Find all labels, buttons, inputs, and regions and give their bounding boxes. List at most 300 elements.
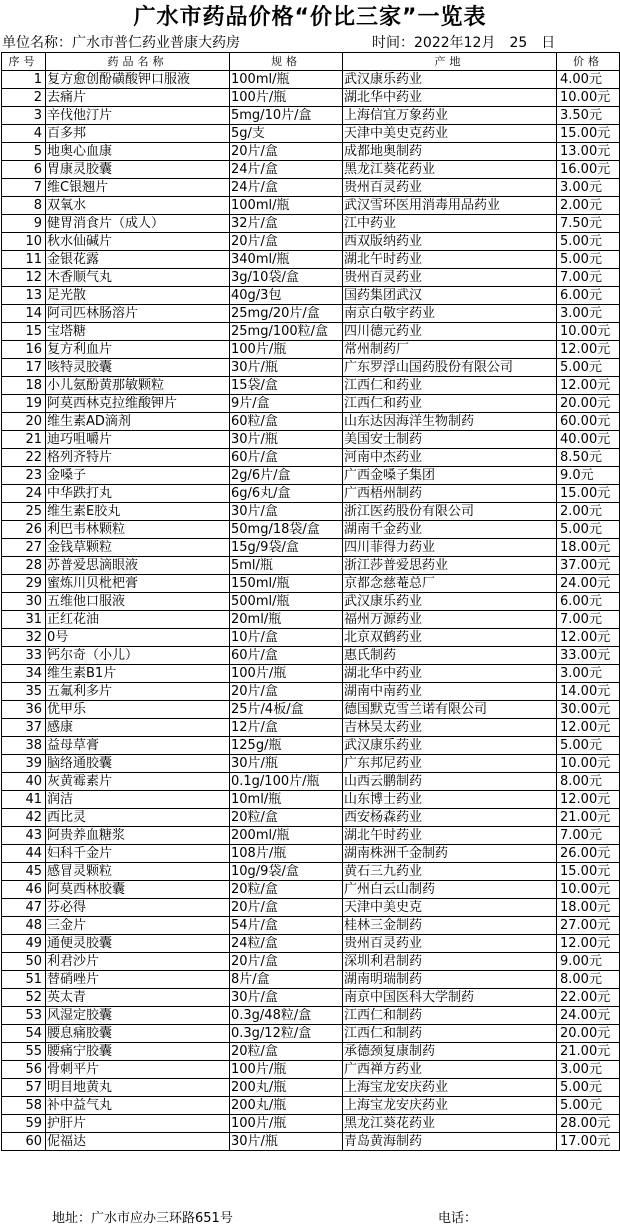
table-row xyxy=(2,665,620,683)
drug-name-cell: 腰息痛胶囊 xyxy=(46,1025,230,1043)
drug-name-cell: 灰黄霉素片 xyxy=(46,773,230,791)
drug-name-cell: 阿莫西林胶囊 xyxy=(46,881,230,899)
drug-name-cell: 英太青 xyxy=(46,989,230,1007)
origin-cell: 湖南明瑞制药 xyxy=(343,971,557,989)
row-no-cell: 1 xyxy=(2,71,46,89)
origin-cell: 武汉康乐药业 xyxy=(343,593,557,611)
spec-cell: 100片/瓶 xyxy=(230,341,343,359)
spec-cell: 30片/盒 xyxy=(230,989,343,1007)
row-no-cell: 22 xyxy=(2,449,46,467)
drug-name-cell: 复方愈创酚磺酸钾口服液 xyxy=(46,71,230,89)
spec-cell: 50mg/18袋/盒 xyxy=(230,521,343,539)
price-cell: 24.00元 xyxy=(557,1007,620,1025)
row-no-cell: 29 xyxy=(2,575,46,593)
drug-name-cell: 钙尔奇（小儿） xyxy=(46,647,230,665)
origin-cell: 武汉雪环医用消毒用品药业 xyxy=(343,197,557,215)
drug-name-cell: 妇科千金片 xyxy=(46,845,230,863)
table-row xyxy=(2,143,620,161)
table-row xyxy=(2,485,620,503)
table-row xyxy=(2,719,620,737)
spec-cell: 5mg/10片/盒 xyxy=(230,107,343,125)
spec-cell: 20粒/盒 xyxy=(230,809,343,827)
origin-cell: 江西仁和药业 xyxy=(343,395,557,413)
row-no-cell: 26 xyxy=(2,521,46,539)
price-cell: 4.00元 xyxy=(557,71,620,89)
drug-name-cell: 阿司匹林肠溶片 xyxy=(46,305,230,323)
row-no-cell: 4 xyxy=(2,125,46,143)
price-cell: 20.00元 xyxy=(557,395,620,413)
spec-cell: 20片/盒 xyxy=(230,899,343,917)
table-row xyxy=(2,845,620,863)
spec-cell: 20粒/盒 xyxy=(230,1043,343,1061)
table-row xyxy=(2,701,620,719)
spec-cell: 30片/瓶 xyxy=(230,1133,343,1151)
origin-cell: 常州制药厂 xyxy=(343,341,557,359)
table-row xyxy=(2,323,620,341)
origin-cell: 湖南千金药业 xyxy=(343,521,557,539)
row-no-cell: 28 xyxy=(2,557,46,575)
spec-cell: 24片/盒 xyxy=(230,179,343,197)
table-row xyxy=(2,107,620,125)
drug-name-cell: 西比灵 xyxy=(46,809,230,827)
spec-cell: 200丸/瓶 xyxy=(230,1079,343,1097)
spec-cell: 20片/盒 xyxy=(230,683,343,701)
price-cell: 27.00元 xyxy=(557,917,620,935)
price-cell: 10.00元 xyxy=(557,323,620,341)
price-cell: 15.00元 xyxy=(557,125,620,143)
row-no-cell: 31 xyxy=(2,611,46,629)
row-no-cell: 49 xyxy=(2,935,46,953)
price-cell: 6.00元 xyxy=(557,593,620,611)
row-no-cell: 33 xyxy=(2,647,46,665)
table-row xyxy=(2,1043,620,1061)
drug-name-cell: 骨刺平片 xyxy=(46,1061,230,1079)
row-no-cell: 15 xyxy=(2,323,46,341)
price-cell: 12.00元 xyxy=(557,629,620,647)
drug-name-cell: 地奥心血康 xyxy=(46,143,230,161)
spec-cell: 200丸/瓶 xyxy=(230,1097,343,1115)
price-cell: 16.00元 xyxy=(557,161,620,179)
drug-name-cell: 木香顺气丸 xyxy=(46,269,230,287)
table-row xyxy=(2,899,620,917)
spec-cell: 8片/盒 xyxy=(230,971,343,989)
drug-name-cell: 健胃消食片（成人） xyxy=(46,215,230,233)
price-cell: 5.00元 xyxy=(557,233,620,251)
origin-cell: 德国默克雪兰诺有限公司 xyxy=(343,701,557,719)
drug-name-cell: 三金片 xyxy=(46,917,230,935)
price-cell: 5.00元 xyxy=(557,737,620,755)
row-no-cell: 47 xyxy=(2,899,46,917)
price-cell: 3.00元 xyxy=(557,305,620,323)
page-title: 广水市药品价格“价比三家”一览表 xyxy=(133,5,487,30)
row-no-cell: 30 xyxy=(2,593,46,611)
price-cell: 3.00元 xyxy=(557,1061,620,1079)
spec-cell: 30片/盒 xyxy=(230,503,343,521)
drug-name-cell: 伲福达 xyxy=(46,1133,230,1151)
origin-cell: 美国安士制药 xyxy=(343,431,557,449)
drug-name-cell: 维生素B1片 xyxy=(46,665,230,683)
price-cell: 37.00元 xyxy=(557,557,620,575)
table-row xyxy=(2,971,620,989)
table-row xyxy=(2,539,620,557)
spec-cell: 0.3g/48粒/盒 xyxy=(230,1007,343,1025)
spec-cell: 0.3g/12粒/盒 xyxy=(230,1025,343,1043)
table-row xyxy=(2,863,620,881)
spec-cell: 25mg/100粒/盒 xyxy=(230,323,343,341)
drug-name-cell: 脑络通胶囊 xyxy=(46,755,230,773)
table-row xyxy=(2,215,620,233)
price-cell: 10.00元 xyxy=(557,89,620,107)
price-cell: 15.00元 xyxy=(557,863,620,881)
price-cell: 7.50元 xyxy=(557,215,620,233)
row-no-cell: 52 xyxy=(2,989,46,1007)
unit-name: 单位名称：广水市普仁药业普康大药房 xyxy=(2,35,240,51)
price-table xyxy=(1,52,620,1151)
row-no-cell: 5 xyxy=(2,143,46,161)
row-no-cell: 60 xyxy=(2,1133,46,1151)
price-cell: 22.00元 xyxy=(557,989,620,1007)
drug-name-cell: 感康 xyxy=(46,719,230,737)
header-no: 序号 xyxy=(2,53,46,71)
spec-cell: 3g/10袋/盒 xyxy=(230,269,343,287)
spec-cell: 340ml/瓶 xyxy=(230,251,343,269)
price-cell: 26.00元 xyxy=(557,845,620,863)
price-cell: 8.00元 xyxy=(557,971,620,989)
drug-name-cell: 腰痛宁胶囊 xyxy=(46,1043,230,1061)
table-row xyxy=(2,593,620,611)
table-row xyxy=(2,1079,620,1097)
price-cell: 2.00元 xyxy=(557,503,620,521)
spec-cell: 12片/盒 xyxy=(230,719,343,737)
spec-cell: 60粒/盒 xyxy=(230,413,343,431)
drug-name-cell: 补中益气丸 xyxy=(46,1097,230,1115)
spec-cell: 30片/瓶 xyxy=(230,431,343,449)
origin-cell: 北京双鹤药业 xyxy=(343,629,557,647)
row-no-cell: 44 xyxy=(2,845,46,863)
drug-name-cell: 金银花露 xyxy=(46,251,230,269)
table-row xyxy=(2,827,620,845)
row-no-cell: 43 xyxy=(2,827,46,845)
row-no-cell: 35 xyxy=(2,683,46,701)
table-row xyxy=(2,1007,620,1025)
origin-cell: 贵州百灵药业 xyxy=(343,935,557,953)
drug-name-cell: 迪巧咀嚼片 xyxy=(46,431,230,449)
origin-cell: 上海宝龙安庆药业 xyxy=(343,1079,557,1097)
origin-cell: 湖南株洲千金制药 xyxy=(343,845,557,863)
drug-name-cell: 阿莫西林克拉维酸钾片 xyxy=(46,395,230,413)
price-cell: 10.00元 xyxy=(557,755,620,773)
table-row xyxy=(2,341,620,359)
origin-cell: 江西仁和制药 xyxy=(343,1007,557,1025)
table-row xyxy=(2,1133,620,1151)
spec-cell: 100片/瓶 xyxy=(230,89,343,107)
origin-cell: 上海信宜万象药业 xyxy=(343,107,557,125)
drug-name-cell: 格列齐特片 xyxy=(46,449,230,467)
origin-cell: 西双版纳药业 xyxy=(343,233,557,251)
price-cell: 10.00元 xyxy=(557,881,620,899)
price-cell: 12.00元 xyxy=(557,377,620,395)
price-cell: 6.00元 xyxy=(557,287,620,305)
drug-name-cell: 宝塔糖 xyxy=(46,323,230,341)
drug-name-cell: 中华跌打丸 xyxy=(46,485,230,503)
table-row xyxy=(2,809,620,827)
drug-name-cell: 金嗓子 xyxy=(46,467,230,485)
table-row xyxy=(2,647,620,665)
spec-cell: 40g/3包 xyxy=(230,287,343,305)
origin-cell: 广东罗浮山国药股份有限公司 xyxy=(343,359,557,377)
spec-cell: 100片/瓶 xyxy=(230,1115,343,1133)
drug-name-cell: 维生素AD滴剂 xyxy=(46,413,230,431)
table-row xyxy=(2,503,620,521)
origin-cell: 湖南中南药业 xyxy=(343,683,557,701)
row-no-cell: 25 xyxy=(2,503,46,521)
spec-cell: 150ml/瓶 xyxy=(230,575,343,593)
origin-cell: 成都地奥制药 xyxy=(343,143,557,161)
table-row xyxy=(2,305,620,323)
spec-cell: 100ml/瓶 xyxy=(230,197,343,215)
table-row xyxy=(2,935,620,953)
price-cell: 24.00元 xyxy=(557,575,620,593)
drug-name-cell: 0号 xyxy=(46,629,230,647)
price-cell: 7.00元 xyxy=(557,611,620,629)
drug-name-cell: 维C银翘片 xyxy=(46,179,230,197)
spec-cell: 6g/6丸/盒 xyxy=(230,485,343,503)
spec-cell: 5g/支 xyxy=(230,125,343,143)
price-cell: 9.00元 xyxy=(557,953,620,971)
row-no-cell: 40 xyxy=(2,773,46,791)
table-row xyxy=(2,431,620,449)
footer-phone: 电话： xyxy=(438,1211,478,1226)
origin-cell: 西安杨森药业 xyxy=(343,809,557,827)
drug-name-cell: 维生素E胶丸 xyxy=(46,503,230,521)
origin-cell: 浙江莎普爱思药业 xyxy=(343,557,557,575)
price-cell: 3.00元 xyxy=(557,179,620,197)
table-row xyxy=(2,233,620,251)
row-no-cell: 48 xyxy=(2,917,46,935)
price-cell: 5.00元 xyxy=(557,1097,620,1115)
row-no-cell: 51 xyxy=(2,971,46,989)
spec-cell: 60片/盒 xyxy=(230,647,343,665)
price-cell: 5.00元 xyxy=(557,251,620,269)
date-label: 时间：2022年12月 25 日 xyxy=(372,35,556,51)
origin-cell: 山西云鹏制药 xyxy=(343,773,557,791)
row-no-cell: 11 xyxy=(2,251,46,269)
origin-cell: 惠氏制药 xyxy=(343,647,557,665)
origin-cell: 河南中杰药业 xyxy=(343,449,557,467)
origin-cell: 承德颈复康制药 xyxy=(343,1043,557,1061)
spec-cell: 10g/9袋/盒 xyxy=(230,863,343,881)
origin-cell: 湖北华中药业 xyxy=(343,665,557,683)
row-no-cell: 2 xyxy=(2,89,46,107)
drug-name-cell: 五维他口服液 xyxy=(46,593,230,611)
spec-cell: 2g/6片/盒 xyxy=(230,467,343,485)
table-row xyxy=(2,917,620,935)
price-cell: 5.00元 xyxy=(557,521,620,539)
row-no-cell: 16 xyxy=(2,341,46,359)
origin-cell: 贵州百灵药业 xyxy=(343,269,557,287)
spec-cell: 32片/盒 xyxy=(230,215,343,233)
row-no-cell: 45 xyxy=(2,863,46,881)
row-no-cell: 14 xyxy=(2,305,46,323)
origin-cell: 湖北午时药业 xyxy=(343,251,557,269)
row-no-cell: 41 xyxy=(2,791,46,809)
drug-name-cell: 咳特灵胶囊 xyxy=(46,359,230,377)
drug-name-cell: 芬必得 xyxy=(46,899,230,917)
drug-name-cell: 正红花油 xyxy=(46,611,230,629)
table-row xyxy=(2,467,620,485)
price-cell: 5.00元 xyxy=(557,1079,620,1097)
table-row xyxy=(2,575,620,593)
spec-cell: 10片/盒 xyxy=(230,629,343,647)
table-row xyxy=(2,881,620,899)
spec-cell: 24粒/盒 xyxy=(230,935,343,953)
origin-cell: 广西金嗓子集团 xyxy=(343,467,557,485)
spec-cell: 20片/盒 xyxy=(230,953,343,971)
drug-name-cell: 利巴韦林颗粒 xyxy=(46,521,230,539)
row-no-cell: 38 xyxy=(2,737,46,755)
spec-cell: 15g/9袋/盒 xyxy=(230,539,343,557)
spec-cell: 20ml/瓶 xyxy=(230,611,343,629)
spec-cell: 10ml/瓶 xyxy=(230,791,343,809)
spec-cell: 54片/盒 xyxy=(230,917,343,935)
drug-name-cell: 利君沙片 xyxy=(46,953,230,971)
drug-name-cell: 益母草膏 xyxy=(46,737,230,755)
table-row xyxy=(2,557,620,575)
origin-cell: 黑龙江葵花药业 xyxy=(343,1115,557,1133)
row-no-cell: 50 xyxy=(2,953,46,971)
price-cell: 12.00元 xyxy=(557,341,620,359)
spec-cell: 9片/盒 xyxy=(230,395,343,413)
spec-cell: 125g/瓶 xyxy=(230,737,343,755)
row-no-cell: 58 xyxy=(2,1097,46,1115)
origin-cell: 贵州百灵药业 xyxy=(343,179,557,197)
price-cell: 28.00元 xyxy=(557,1115,620,1133)
row-no-cell: 59 xyxy=(2,1115,46,1133)
spec-cell: 100片/瓶 xyxy=(230,665,343,683)
drug-name-cell: 通便灵胶囊 xyxy=(46,935,230,953)
price-cell: 18.00元 xyxy=(557,899,620,917)
price-cell: 17.00元 xyxy=(557,1133,620,1151)
drug-name-cell: 护肝片 xyxy=(46,1115,230,1133)
table-row xyxy=(2,755,620,773)
origin-cell: 山东博士药业 xyxy=(343,791,557,809)
drug-name-cell: 五氟利多片 xyxy=(46,683,230,701)
table-header-row xyxy=(2,53,620,71)
row-no-cell: 55 xyxy=(2,1043,46,1061)
origin-cell: 南京中国医科大学制药 xyxy=(343,989,557,1007)
spec-cell: 24片/盒 xyxy=(230,161,343,179)
row-no-cell: 23 xyxy=(2,467,46,485)
header-price: 价格 xyxy=(557,53,620,71)
table-row xyxy=(2,521,620,539)
price-cell: 21.00元 xyxy=(557,1043,620,1061)
table-row xyxy=(2,251,620,269)
origin-cell: 广西禅方药业 xyxy=(343,1061,557,1079)
row-no-cell: 3 xyxy=(2,107,46,125)
spec-cell: 15袋/盒 xyxy=(230,377,343,395)
price-cell: 7.00元 xyxy=(557,269,620,287)
drug-name-cell: 明目地黄丸 xyxy=(46,1079,230,1097)
row-no-cell: 19 xyxy=(2,395,46,413)
drug-name-cell: 双氧水 xyxy=(46,197,230,215)
price-cell: 7.00元 xyxy=(557,827,620,845)
price-cell: 33.00元 xyxy=(557,647,620,665)
table-row xyxy=(2,179,620,197)
drug-name-cell: 复方利血片 xyxy=(46,341,230,359)
row-no-cell: 8 xyxy=(2,197,46,215)
drug-name-cell: 胃康灵胶囊 xyxy=(46,161,230,179)
origin-cell: 青岛黄海制药 xyxy=(343,1133,557,1151)
spec-cell: 200ml/瓶 xyxy=(230,827,343,845)
row-no-cell: 24 xyxy=(2,485,46,503)
origin-cell: 江中药业 xyxy=(343,215,557,233)
drug-name-cell: 感冒灵颗粒 xyxy=(46,863,230,881)
table-row xyxy=(2,125,620,143)
spec-cell: 60片/盒 xyxy=(230,449,343,467)
row-no-cell: 39 xyxy=(2,755,46,773)
price-cell: 30.00元 xyxy=(557,701,620,719)
row-no-cell: 7 xyxy=(2,179,46,197)
spec-cell: 100片/瓶 xyxy=(230,1061,343,1079)
row-no-cell: 10 xyxy=(2,233,46,251)
table-row xyxy=(2,395,620,413)
price-cell: 12.00元 xyxy=(557,935,620,953)
price-cell: 9.0元 xyxy=(557,467,620,485)
row-no-cell: 27 xyxy=(2,539,46,557)
footer xyxy=(0,1210,620,1228)
table-row xyxy=(2,773,620,791)
footer-address: 地址：广水市应办三环路651号 xyxy=(52,1211,233,1226)
row-no-cell: 13 xyxy=(2,287,46,305)
drug-name-cell: 优甲乐 xyxy=(46,701,230,719)
origin-cell: 广州白云山制药 xyxy=(343,881,557,899)
origin-cell: 京都念慈菴总厂 xyxy=(343,575,557,593)
row-no-cell: 54 xyxy=(2,1025,46,1043)
table-row xyxy=(2,377,620,395)
origin-cell: 深圳利君制药 xyxy=(343,953,557,971)
origin-cell: 天津中美史克 xyxy=(343,899,557,917)
origin-cell: 山东达因海洋生物制药 xyxy=(343,413,557,431)
price-cell: 40.00元 xyxy=(557,431,620,449)
drug-name-cell: 替硝唑片 xyxy=(46,971,230,989)
table-row xyxy=(2,1025,620,1043)
spec-cell: 25片/4板/盒 xyxy=(230,701,343,719)
price-cell: 13.00元 xyxy=(557,143,620,161)
row-no-cell: 17 xyxy=(2,359,46,377)
origin-cell: 浙江医药股份有限公司 xyxy=(343,503,557,521)
table-row xyxy=(2,197,620,215)
spec-cell: 100ml/瓶 xyxy=(230,71,343,89)
row-no-cell: 57 xyxy=(2,1079,46,1097)
price-cell: 60.00元 xyxy=(557,413,620,431)
drug-name-cell: 足光散 xyxy=(46,287,230,305)
row-no-cell: 36 xyxy=(2,701,46,719)
origin-cell: 广东邦尼药业 xyxy=(343,755,557,773)
price-cell: 15.00元 xyxy=(557,485,620,503)
row-no-cell: 53 xyxy=(2,1007,46,1025)
spec-cell: 25mg/20片/盒 xyxy=(230,305,343,323)
row-no-cell: 46 xyxy=(2,881,46,899)
table-row xyxy=(2,449,620,467)
origin-cell: 黑龙江葵花药业 xyxy=(343,161,557,179)
row-no-cell: 56 xyxy=(2,1061,46,1079)
row-no-cell: 32 xyxy=(2,629,46,647)
drug-name-cell: 去痛片 xyxy=(46,89,230,107)
price-cell: 3.50元 xyxy=(557,107,620,125)
drug-name-cell: 小儿氨酚黄那敏颗粒 xyxy=(46,377,230,395)
price-cell: 3.00元 xyxy=(557,665,620,683)
table-row xyxy=(2,89,620,107)
